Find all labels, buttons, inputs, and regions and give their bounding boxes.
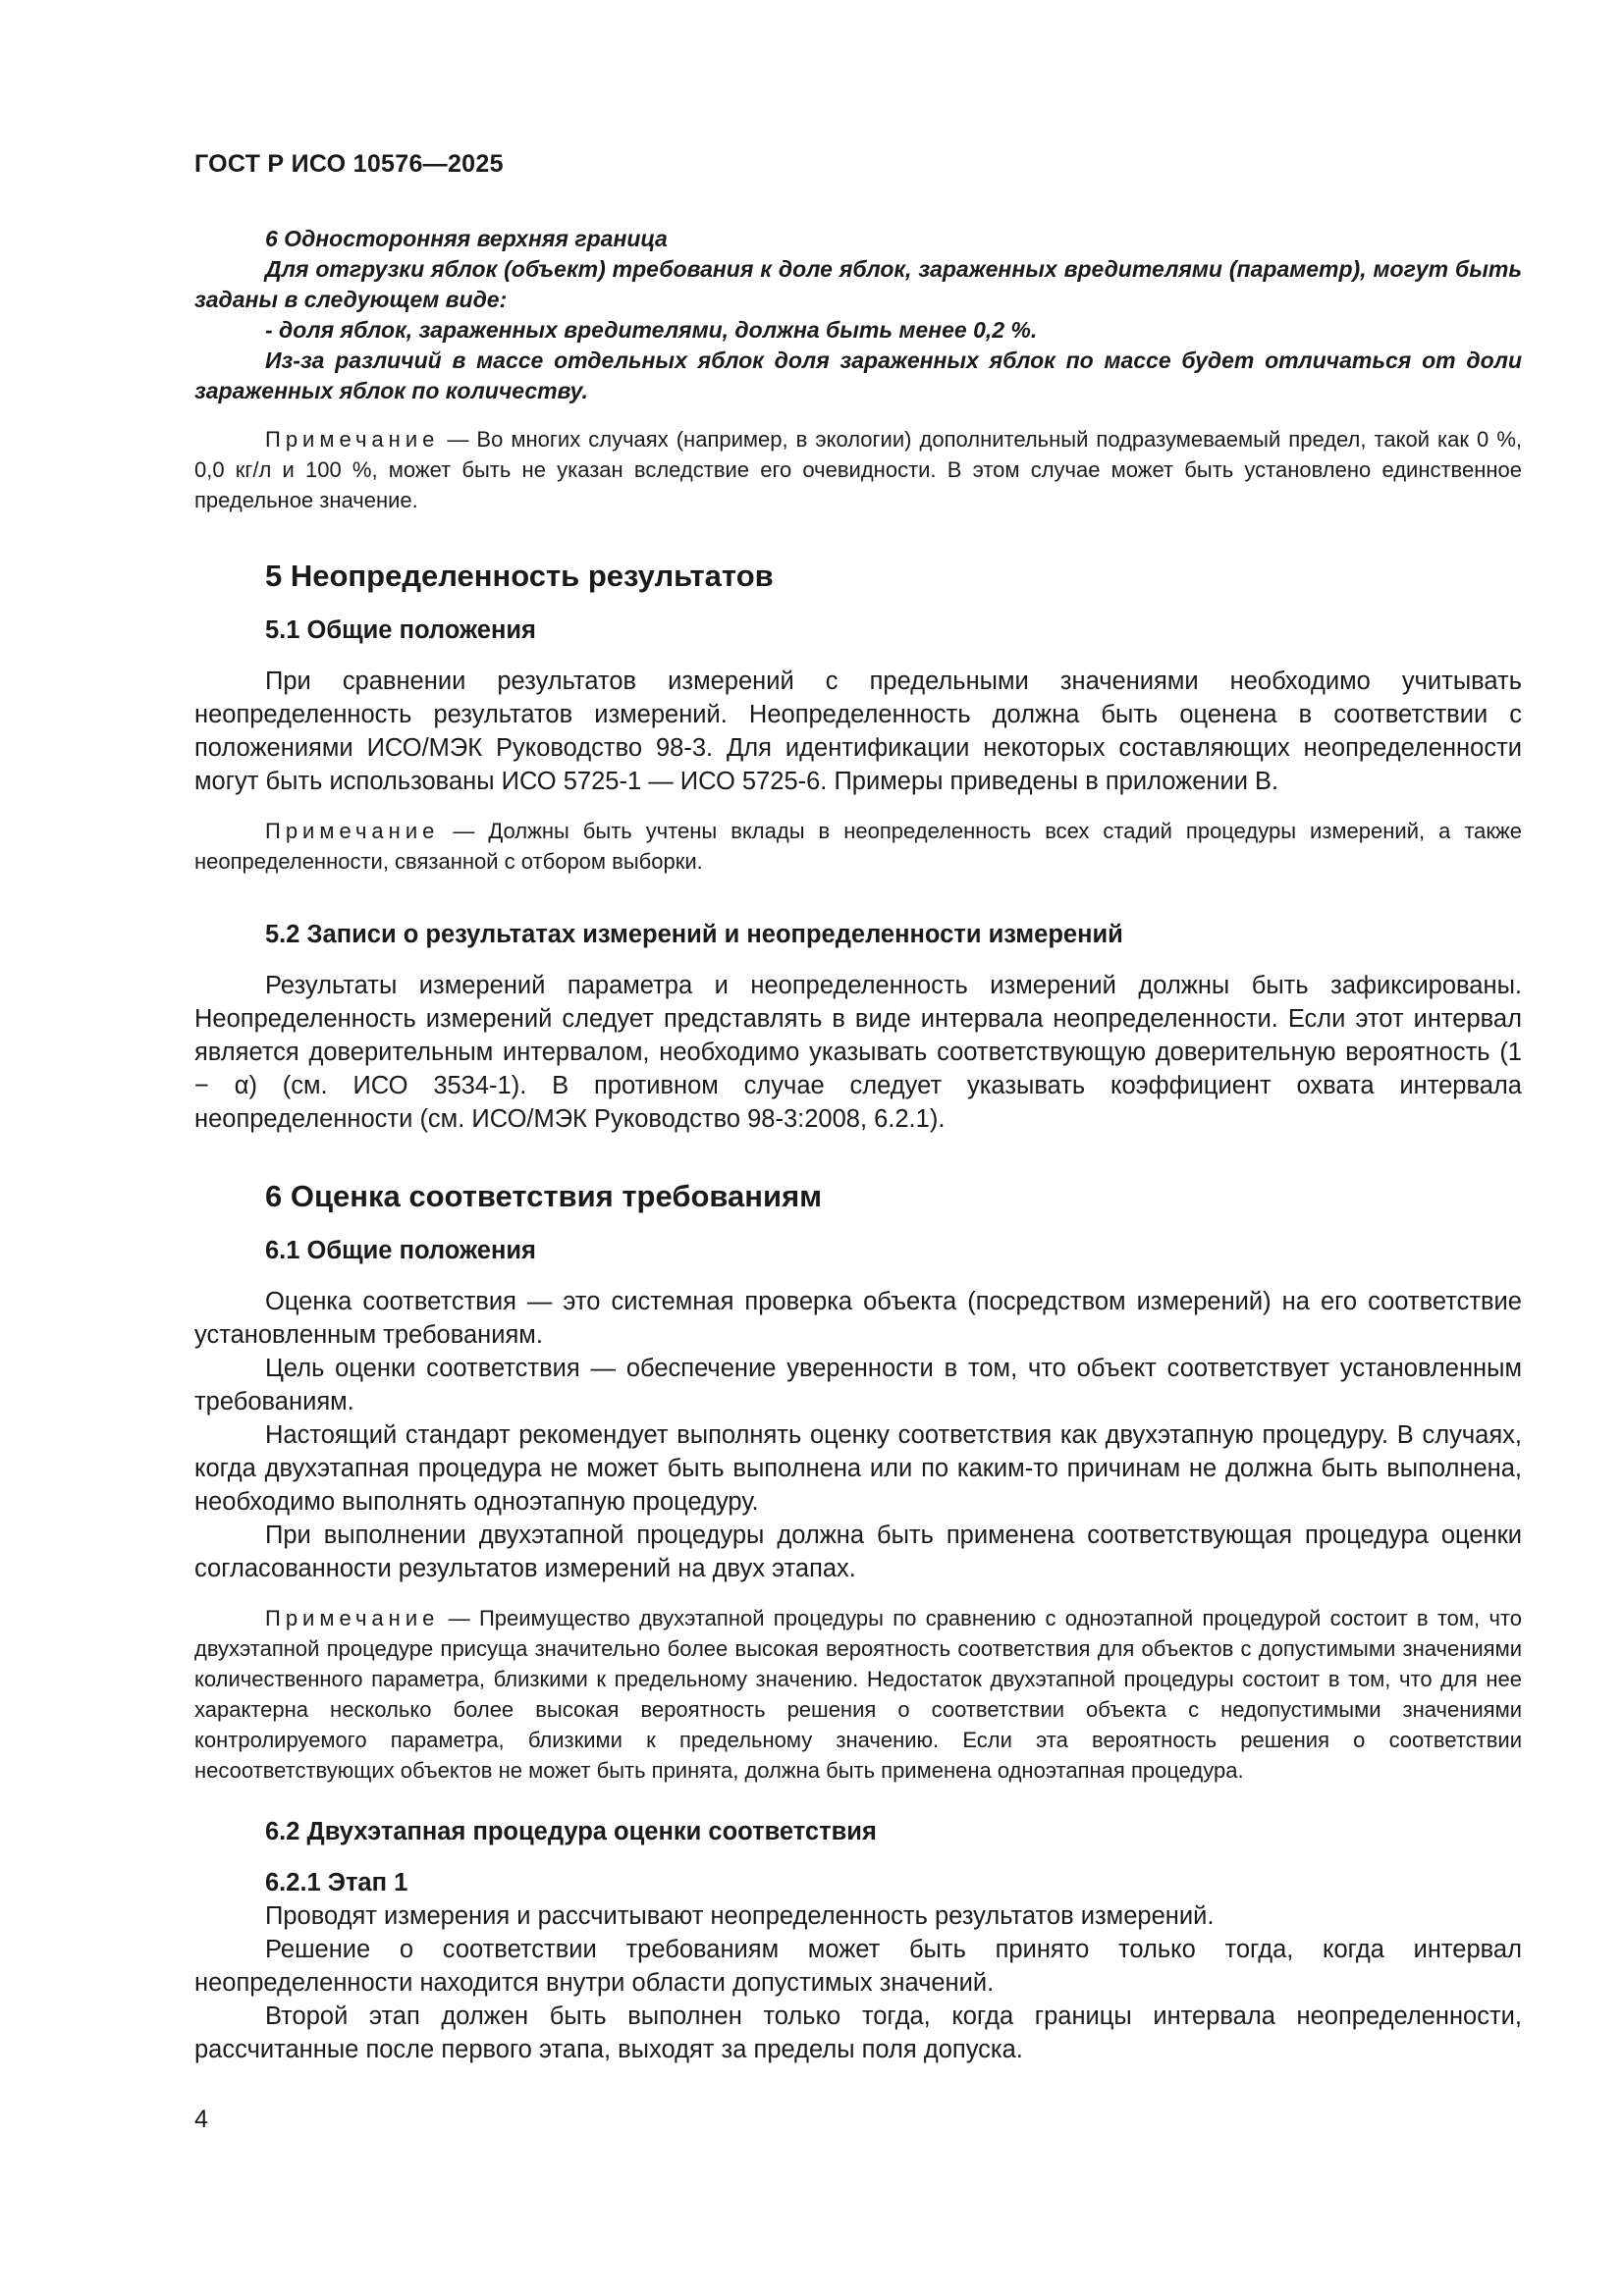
note-1 <box>194 424 1522 515</box>
section-6-1-heading: 6.1 Общие положения <box>265 1237 536 1264</box>
section-5-1-note <box>194 816 1522 877</box>
section-6-2-1-paragraph-2: Решение о соответствии требованиям может быть принято только тогда, когда интервал неопределенности находится внутри области допустимых значений. <box>194 1936 1522 1997</box>
document-header: ГОСТ Р ИСО 10576—2025 <box>194 150 504 178</box>
note-1-text: — Во многих случаях (например, в экологии) дополнительный подразумеваемый предел, такой как 0 %, 0,0 кг/л и 100 %, может быть не указан вследствие его очевидности. В этом случае может быть установлено единственное предельное значение. <box>194 427 1522 512</box>
section-5-2-heading: 5.2 Записи о результатах измерений и неопределенности измерений <box>265 921 1123 948</box>
section-6-1-paragraph-4: При выполнении двухэтапной процедуры должна быть применена соответствующая процедура оценки согласованности результатов измерений на двух этапах. <box>194 1522 1522 1582</box>
example-6-paragraph-2: - доля яблок, зараженных вредителями, должна быть менее 0,2 %. <box>265 317 1038 343</box>
note-label: Примечание <box>265 1606 440 1630</box>
section-6-2-1-paragraph-3: Второй этап должен быть выполнен только тогда, когда границы интервала неопределенности, рассчитанные после первого этапа, выходят за пределы поля допуска. <box>194 2002 1522 2063</box>
section-6-heading: 6 Оценка соответствия требованиям <box>265 1179 823 1213</box>
example-6-title: 6 Односторонняя верхняя граница <box>265 226 668 251</box>
section-6-2-heading: 6.2 Двухэтапная процедура оценки соответствия <box>265 1818 877 1845</box>
section-6-2-1-paragraph-1: Проводят измерения и рассчитывают неопределенность результатов измерений. <box>265 1902 1215 1930</box>
section-5-1-paragraph: При сравнении результатов измерений с предельными значениями необходимо учитывать неопределенность результатов измерений. Неопределенность должна быть оценена в соответствии с положениями ИСО/МЭК Руководство 98-3. Для идентификации некоторых составляющих неопределенности могут быть использованы ИСО 5725-1 — ИСО 5725-6. Примеры приведены в приложении В. <box>194 667 1522 795</box>
section-6-1-paragraph-2: Цель оценки соответствия — обеспечение уверенности в том, что объект соответствует установленным требованиям. <box>194 1355 1522 1415</box>
section-6-2-1-heading: 6.2.1 Этап 1 <box>265 1869 408 1896</box>
section-6-1-paragraph-3: Настоящий стандарт рекомендует выполнять оценку соответствия как двухэтапную процедуру. В случаях, когда двухэтапная процедура не может быть выполнена или по каким-то причинам не должна быть выполнена, необходимо выполнять одноэтапную процедуру. <box>194 1421 1522 1516</box>
section-5-heading: 5 Неопределенность результатов <box>265 559 774 593</box>
example-6-paragraph-3: Из-за различий в массе отдельных яблок доля зараженных яблок по массе будет отличаться от доли зараженных яблок по количеству. <box>194 347 1522 403</box>
section-6-1-note <box>194 1603 1522 1786</box>
section-6-1-paragraph-1: Оценка соответствия — это системная проверка объекта (посредством измерений) на его соответствие установленным требованиям. <box>194 1288 1522 1349</box>
note-label: Примечание <box>265 819 440 843</box>
section-5-2-paragraph: Результаты измерений параметра и неопределенность измерений должны быть зафиксированы. Неопределенность измерений следует представлять в виде интервала неопределенности. Если этот интервал является доверительным интервалом, необходимо указывать соответствующую доверительную вероятность (1 − α) (см. ИСО 3534-1). В противном случае следует указывать коэффициент охвата интервала неопределенности (см. ИСО/МЭК Руководство 98-3:2008, 6.2.1). <box>194 972 1522 1133</box>
page-number: 4 <box>194 2106 208 2133</box>
section-5-1-heading: 5.1 Общие положения <box>265 616 536 644</box>
example-6-paragraph-1: Для отгрузки яблок (объект) требования к доле яблок, зараженных вредителями (параметр), могут быть заданы в следующем виде: <box>194 256 1522 312</box>
section-6-1-note-text: — Преимущество двухэтапной процедуры по сравнению с одноэтапной процедурой состоит в том, что двухэтапной процедуре присуща значительно более высокая вероятность соответствия для объектов с допустимыми значениями количественного параметра, близкими к предельному значению. Недостаток двухэтапной процедуры состоит в том, что для нее характерна несколько более высокая вероятность решения о соответствии объекта с недопустимыми значениями контролируемого параметра, близкими к предельному значению. Если эта вероятность решения о соответствии несоответствующих объектов не может быть принята, должна быть применена одноэтапная процедура. <box>194 1606 1522 1783</box>
page-content <box>194 224 1522 2066</box>
note-label: Примечание <box>265 427 440 452</box>
section-5-1-note-text: — Должны быть учтены вклады в неопределенность всех стадий процедуры измерений, а также неопределенности, связанной с отбором выборки. <box>194 819 1522 874</box>
